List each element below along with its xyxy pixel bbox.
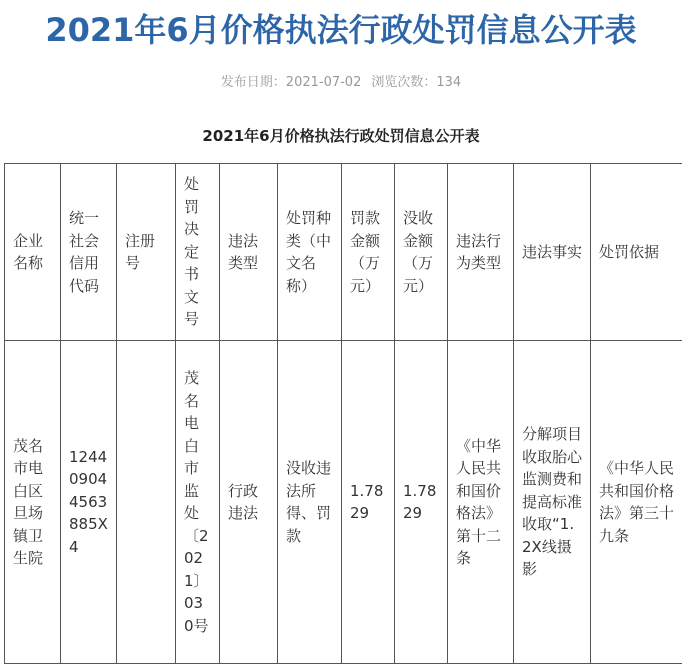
header-violation-type: 违法类型 [220, 164, 278, 341]
cell-registration-no [117, 341, 176, 664]
cell-decision-no: 茂名电白市监处〔2021〕030号 [176, 341, 220, 664]
header-penalty-kind: 处罚种类（中文名称） [278, 164, 342, 341]
cell-facts: 分解项目收取胎心监测费和提高标准收取“1.2X线摄影 [514, 341, 591, 664]
page-title: 2021年6月价格执法行政处罚信息公开表 [45, 11, 637, 49]
header-credit-code: 统一社会信用代码 [61, 164, 117, 341]
publish-date-label: 发布日期： [220, 75, 286, 90]
table-caption: 2021年6月价格执法行政处罚信息公开表 [202, 127, 480, 145]
cell-behavior-type: 《中华人民共和国价格法》第十二条 [448, 341, 514, 664]
publish-meta [0, 74, 682, 92]
table-row [5, 341, 682, 664]
header-decision-no: 处罚决定书文号 [176, 164, 220, 341]
view-count-label: 浏览次数： [371, 75, 437, 90]
view-count: 134 [436, 75, 462, 90]
header-fine-amount: 罚款金额（万元） [342, 164, 395, 341]
publish-date: 2021-07-02 [285, 75, 362, 90]
header-confiscation-amount: 没收金额（万元） [395, 164, 448, 341]
table-header-row [5, 164, 682, 341]
cell-credit-code: 124409044563885X4 [61, 341, 117, 664]
header-behavior-type: 违法行为类型 [448, 164, 514, 341]
penalty-table [4, 163, 682, 664]
header-registration-no: 注册号 [117, 164, 176, 341]
cell-basis: 《中华人民共和国价格法》第三十九条 [591, 341, 682, 664]
header-basis: 处罚依据 [591, 164, 682, 341]
header-company-name: 企业名称 [5, 164, 61, 341]
cell-violation-type: 行政违法 [220, 341, 278, 664]
header-facts: 违法事实 [514, 164, 591, 341]
cell-penalty-kind: 没收违法所得、罚款 [278, 341, 342, 664]
cell-company-name: 茂名市电白区旦场镇卫生院 [5, 341, 61, 664]
cell-confiscation-amount: 1.7829 [395, 341, 448, 664]
cell-fine-amount: 1.7829 [342, 341, 395, 664]
